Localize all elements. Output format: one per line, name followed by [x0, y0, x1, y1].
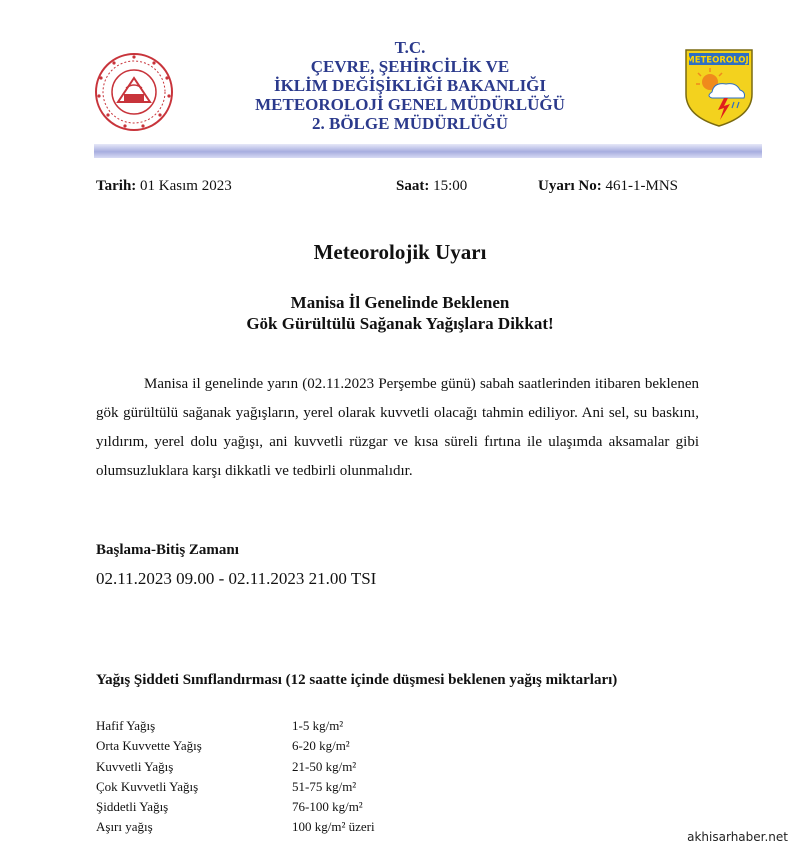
scale-amount: 6-20 kg/m² [292, 738, 350, 754]
date-value: 01 Kasım 2023 [140, 178, 232, 194]
scale-row [96, 736, 496, 756]
scale-name: Hafif Yağış [96, 718, 156, 733]
header-line-ministry-1: ÇEVRE, ŞEHİRCİLİK VE [310, 57, 510, 76]
date-label: Tarih: [96, 178, 137, 194]
meteoroloji-logo [684, 46, 754, 128]
header-line-directorate: METEOROLOJİ GENEL MÜDÜRLÜĞÜ [255, 95, 565, 114]
header-line-ministry-2: İKLİM DEĞİŞİKLİĞİ BAKANLIĞI [273, 76, 547, 95]
time-label: Saat: [396, 178, 430, 194]
subtitle-line-2: Gök Gürültülü Sağanak Yağışlara Dikkat! [246, 314, 554, 333]
document-subtitle [0, 292, 800, 334]
period-value: 02.11.2023 09.00 - 02.11.2023 21.00 TSI [96, 569, 377, 588]
warning-number-field [538, 178, 678, 195]
warning-body-paragraph: Manisa il genelinde yarın (02.11.2023 Perşembe günü) sabah saatlerinden itibaren beklenen gök gürültülü sağanak yağışların, yerel olarak kuvvetli olacağı tahmin ediliyor. Ani sel, su baskını, yıldırım, yerel dolu yağışı, ani kuvvetli rüzgar ve kısa süreli fırtına ile ulaşımda aksamalar gibi olumsuzluklara karşı dikkatli ve tedbirli olunmalıdır. [96, 376, 699, 479]
scale-name: Kuvvetli Yağış [96, 758, 174, 774]
scale-amount: 21-50 kg/m² [292, 758, 357, 774]
scale-row [96, 777, 496, 797]
scale-row [96, 757, 496, 777]
scale-name: Şiddetli Yağış [96, 799, 169, 815]
meteoroloji-logo-text: METEOROLOJİ [686, 55, 752, 66]
scale-name: Çok Kuvvetli Yağış [96, 778, 199, 794]
scale-row [96, 817, 496, 837]
site-watermark: akhisarhaber.net [687, 830, 788, 844]
ministry-seal-logo [94, 52, 174, 132]
header-line-tc: T.C. [394, 38, 426, 57]
header-line-region: 2. BÖLGE MÜDÜRLÜĞÜ [312, 114, 508, 133]
scale-amount: 1-5 kg/m² [292, 718, 344, 733]
subtitle-line-1: Manisa İl Genelinde Beklenen [290, 293, 510, 312]
scale-name: Orta Kuvvette Yağış [96, 738, 202, 754]
date-field [96, 178, 232, 195]
header-title-block [210, 38, 610, 133]
scale-row [96, 797, 496, 817]
scale-amount: 76-100 kg/m² [292, 799, 363, 815]
precipitation-scale-heading: Yağış Şiddeti Sınıflandırması (12 saatte içinde düşmesi beklenen yağış miktarları) [96, 672, 618, 688]
header-divider-bar [94, 144, 762, 158]
document-title: Meteorolojik Uyarı [313, 240, 487, 264]
precipitation-scale-table [96, 716, 496, 838]
scale-amount: 100 kg/m² üzeri [292, 819, 375, 835]
scale-amount: 51-75 kg/m² [292, 778, 357, 794]
time-field [396, 178, 467, 195]
scale-name: Aşırı yağış [96, 819, 153, 835]
scale-row [96, 716, 496, 736]
warning-number-label: Uyarı No: [538, 178, 602, 194]
period-label: Başlama-Bitiş Zamanı [96, 542, 239, 558]
time-value: 15:00 [433, 178, 468, 194]
warning-number-value: 461-1-MNS [605, 178, 679, 194]
